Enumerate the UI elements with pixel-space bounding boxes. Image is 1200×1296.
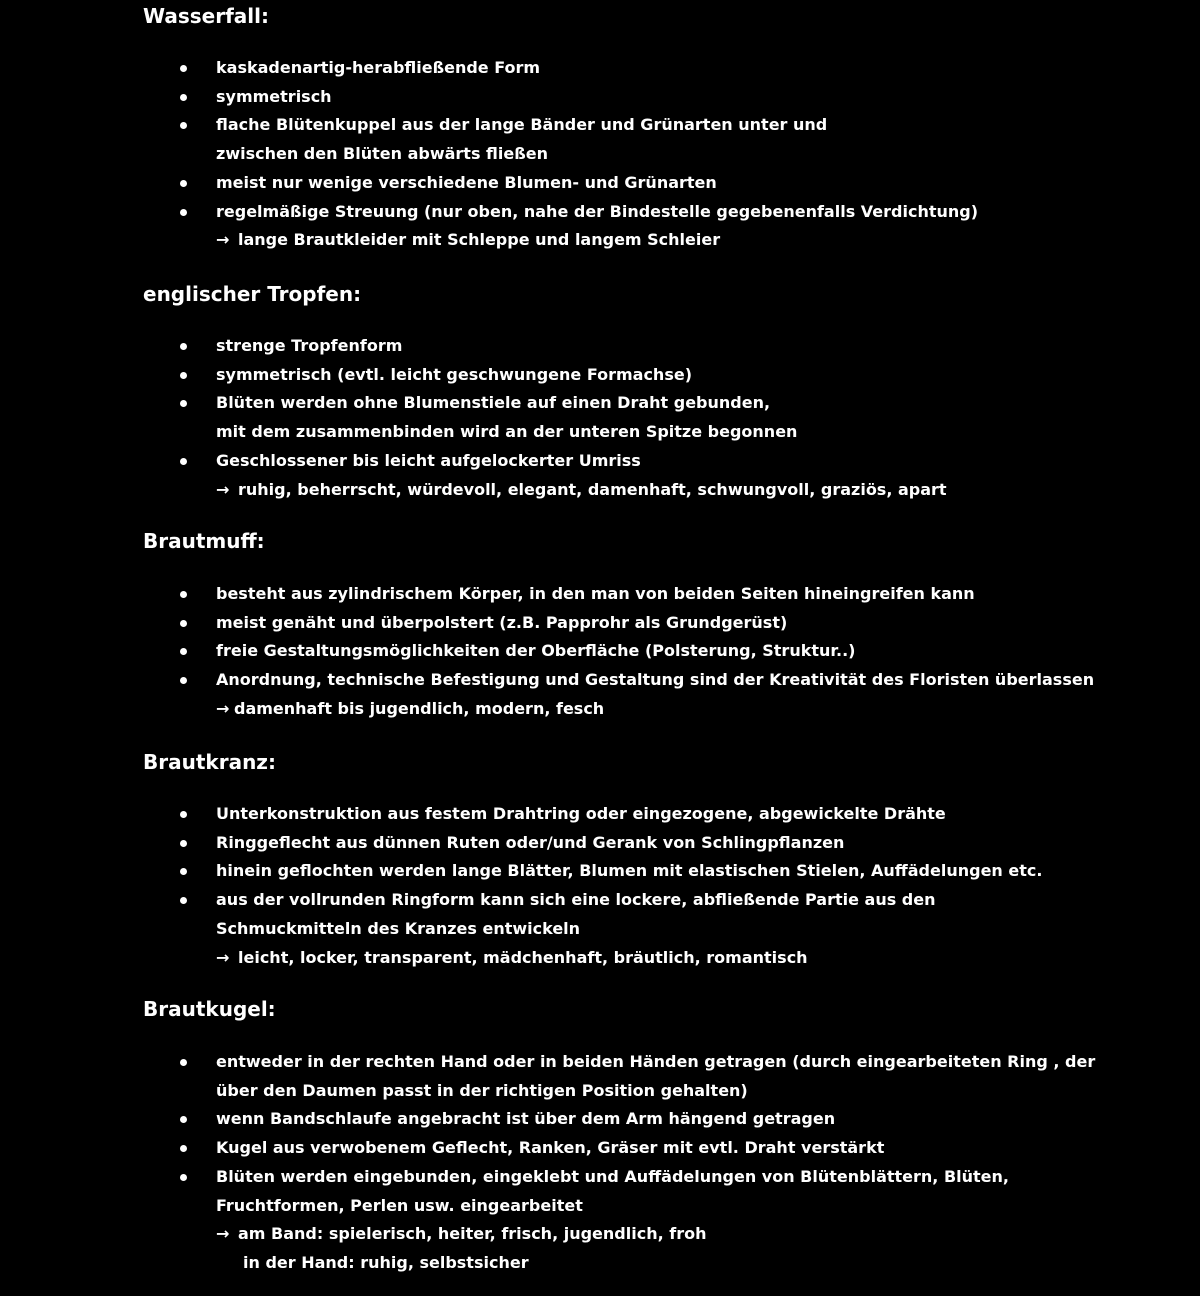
bullet-icon (180, 868, 187, 875)
list-item: aus der vollrunden Ringform kann sich eine lockere, abfließende Partie aus den Schmuckmitteln des Kranzes entwickeln (143, 886, 1042, 943)
list-item: Geschlossener bis leicht aufgelockerter Umriss (143, 447, 947, 476)
bullet-icon (180, 1116, 187, 1123)
bullet-icon (180, 343, 187, 350)
list-item: regelmäßige Streuung (nur oben, nahe der Bindestelle gegebenenfalls Verdichtung) (143, 198, 978, 227)
bullet-icon (180, 620, 187, 627)
section-brautmuff (143, 580, 1094, 724)
arrow-right-icon: → (216, 947, 230, 967)
bullet-icon (180, 400, 187, 407)
list-item: symmetrisch (143, 83, 978, 112)
list-item: meist genäht und überpolstert (z.B. Papprohr als Grundgerüst) (143, 609, 1094, 638)
bullet-icon (180, 458, 187, 465)
list-item: symmetrisch (evtl. leicht geschwungene Formachse) (143, 361, 947, 390)
bullet-list (143, 1048, 1095, 1220)
bullet-icon (180, 1145, 187, 1152)
section-title-brautkugel: Brautkugel: (143, 997, 276, 1021)
bullet-list (143, 54, 978, 226)
list-item: meist nur wenige verschiedene Blumen- und Grünarten (143, 169, 978, 198)
arrow-right-icon: → (216, 698, 230, 718)
arrow-right-icon: → (216, 230, 230, 250)
list-item: Blüten werden ohne Blumenstiele auf einen Draht gebunden, mit dem zusammenbinden wird an der unteren Spitze begonnen (143, 389, 947, 446)
bullet-icon (180, 591, 187, 598)
section-title-brautmuff: Brautmuff: (143, 529, 265, 553)
bullet-icon (180, 1174, 187, 1181)
bullet-icon (180, 897, 187, 904)
bullet-icon (180, 65, 187, 72)
section-title-brautkranz: Brautkranz: (143, 750, 276, 774)
bullet-icon (180, 372, 187, 379)
list-item: besteht aus zylindrischem Körper, in den man von beiden Seiten hineingreifen kann (143, 580, 1094, 609)
list-item: Blüten werden eingebunden, eingeklebt und Auffädelungen von Blütenblättern, Blüten, Fruchtformen, Perlen usw. eingearbeitet (143, 1163, 1095, 1220)
bullet-icon (180, 648, 187, 655)
list-item: freie Gestaltungsmöglichkeiten der Oberfläche (Polsterung, Struktur..) (143, 637, 1094, 666)
bullet-list (143, 580, 1094, 695)
characteristics-note: → ruhig, beherrscht, würdevoll, elegant, damenhaft, schwungvoll, graziös, apart (143, 476, 947, 505)
list-item: hinein geflochten werden lange Blätter, Blumen mit elastischen Stielen, Auffädelungen etc. (143, 857, 1042, 886)
bullet-icon (180, 94, 187, 101)
list-item: Unterkonstruktion aus festem Drahtring oder eingezogene, abgewickelte Drähte (143, 800, 1042, 829)
bullet-icon (180, 811, 187, 818)
section-wasserfall (143, 54, 978, 255)
characteristics-note: → lange Brautkleider mit Schleppe und langem Schleier (143, 226, 978, 255)
list-item: Anordnung, technische Befestigung und Gestaltung sind der Kreativität des Floristen überlassen (143, 666, 1094, 695)
section-title-wasserfall: Wasserfall: (143, 4, 269, 28)
bullet-icon (180, 677, 187, 684)
characteristics-note: → am Band: spielerisch, heiter, frisch, jugendlich, froh in der Hand: ruhig, selbstsicher (143, 1220, 1095, 1277)
arrow-right-icon: → (216, 479, 230, 499)
bullet-icon (180, 122, 187, 129)
section-brautkranz (143, 800, 1042, 972)
bullet-icon (180, 209, 187, 216)
bullet-icon (180, 1059, 187, 1066)
section-title-englischer-tropfen: englischer Tropfen: (143, 282, 362, 306)
list-item: wenn Bandschlaufe angebracht ist über dem Arm hängend getragen (143, 1105, 1095, 1134)
list-item: flache Blütenkuppel aus der lange Bänder und Grünarten unter und zwischen den Blüten abwärts fließen (143, 111, 978, 168)
bullet-icon (180, 180, 187, 187)
characteristics-note: → leicht, locker, transparent, mädchenhaft, bräutlich, romantisch (143, 944, 1042, 973)
arrow-right-icon: → (216, 1224, 230, 1244)
list-item: Kugel aus verwobenem Geflecht, Ranken, Gräser mit evtl. Draht verstärkt (143, 1134, 1095, 1163)
characteristics-note: → damenhaft bis jugendlich, modern, fesch (143, 695, 1094, 724)
section-englischer-tropfen (143, 332, 947, 504)
list-item: entweder in der rechten Hand oder in beiden Händen getragen (durch eingearbeiteten Ring , der über den Daumen passt in der richtigen Position gehalten) (143, 1048, 1095, 1105)
list-item: strenge Tropfenform (143, 332, 947, 361)
bullet-icon (180, 840, 187, 847)
list-item: kaskadenartig-herabfließende Form (143, 54, 978, 83)
bullet-list (143, 800, 1042, 944)
section-brautkugel (143, 1048, 1095, 1278)
bullet-list (143, 332, 947, 476)
list-item: Ringgeflecht aus dünnen Ruten oder/und Gerank von Schlingpflanzen (143, 829, 1042, 858)
